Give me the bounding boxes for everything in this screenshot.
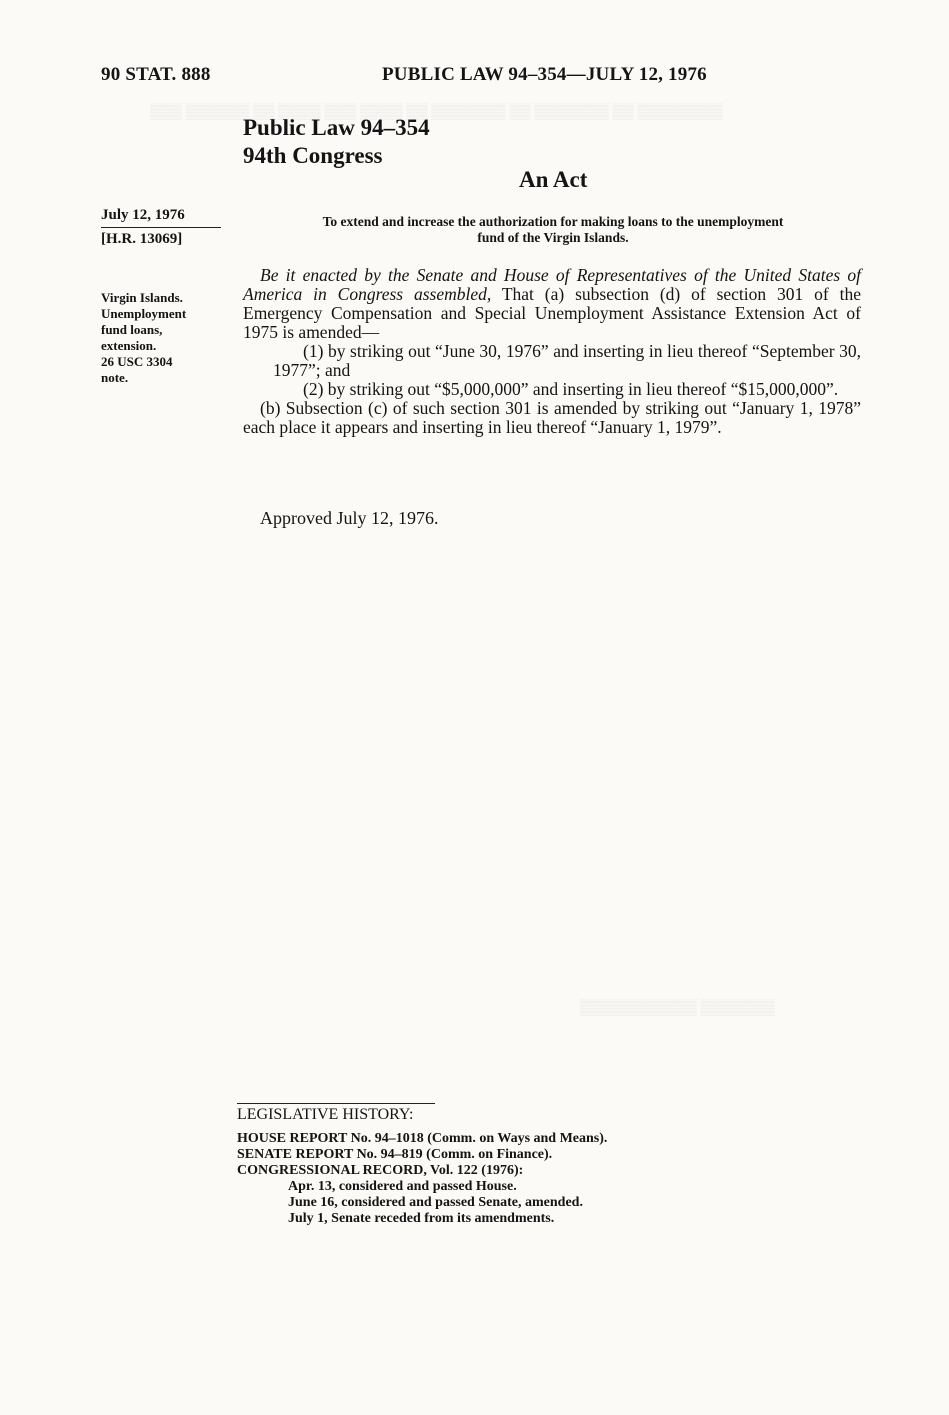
record-items: [237, 1179, 697, 1227]
record-item: Apr. 13, considered and passed House.: [288, 1179, 517, 1194]
margin-note: 26 USC 3304: [101, 354, 173, 369]
act-body: [243, 266, 861, 437]
approval-line: Approved July 12, 1976.: [260, 508, 439, 528]
house-report: HOUSE REPORT No. 94–1018 (Comm. on Ways and Means).: [237, 1131, 608, 1146]
margin-note: Unemployment: [101, 306, 187, 321]
page-stat-number: 90 STAT. 888: [101, 64, 211, 85]
margin-notes: [101, 290, 186, 386]
bleed-through-text: ▒▒▒▒▒▒▒▒▒▒▒ ▒▒▒▒▒▒▒: [580, 1000, 776, 1016]
amendment-item-2: (2) by striking out “$5,000,000” and inserting in lieu thereof “$15,000,000”.: [303, 379, 839, 399]
congress-label: 94th Congress: [243, 143, 383, 168]
bleed-through-text: ▒▒▒ ▒▒▒▒▒▒ ▒▒ ▒▒▒▒ ▒▒▒ ▒▒▒▒ ▒▒ ▒▒▒▒▒▒▒ ▒▒ ▒▒▒▒▒▒▒ ▒▒ ▒▒▒▒▒▒▒▒: [150, 104, 723, 120]
senate-report: SENATE REPORT No. 94–819 (Comm. on Finance).: [237, 1147, 553, 1162]
subsection-b: (b) Subsection (c) of such section 301 is amended by striking out “January 1, 1978” each place it appears and inserting in lieu thereof “January 1, 1979”.: [243, 398, 861, 437]
running-head: PUBLIC LAW 94–354—JULY 12, 1976: [382, 64, 707, 85]
purpose-line: To extend and increase the authorization for making loans to the unemployment: [322, 214, 784, 229]
margin-note: Virgin Islands.: [101, 290, 183, 305]
amendment-item-1: (1) by striking out “June 30, 1976” and inserting in lieu thereof “September 30, 1977”; and: [273, 341, 861, 380]
enacting-paragraph: [243, 266, 861, 342]
act-purpose: [243, 214, 863, 246]
enacting-clause: Be it enacted by the Senate and House of Representatives of the United States of America in Congress assembled,: [243, 265, 861, 304]
side-bill-number: [H.R. 13069]: [101, 231, 183, 247]
subsection-a: That (a) subsection (d) of section 301 of the Emergency Compensation and Special Unemployment Assistance Extension Act of 1975 is amended—: [243, 284, 861, 342]
congressional-record: CONGRESSIONAL RECORD, Vol. 122 (1976):: [237, 1163, 524, 1178]
act-heading: An Act: [519, 167, 588, 192]
public-law-number: Public Law 94–354: [243, 115, 430, 140]
legislative-history: [237, 1103, 697, 1227]
record-item: July 1, Senate receded from its amendments.: [288, 1211, 555, 1226]
legislative-history-entries: [237, 1131, 697, 1227]
record-item: June 16, considered and passed Senate, amended.: [288, 1195, 583, 1210]
purpose-line: fund of the Virgin Islands.: [477, 230, 629, 245]
margin-note: note.: [101, 370, 129, 385]
margin-note: extension.: [101, 338, 157, 353]
margin-note: fund loans,: [101, 322, 163, 337]
side-date: July 12, 1976: [101, 206, 221, 228]
legislative-history-title: LEGISLATIVE HISTORY:: [237, 1103, 435, 1127]
